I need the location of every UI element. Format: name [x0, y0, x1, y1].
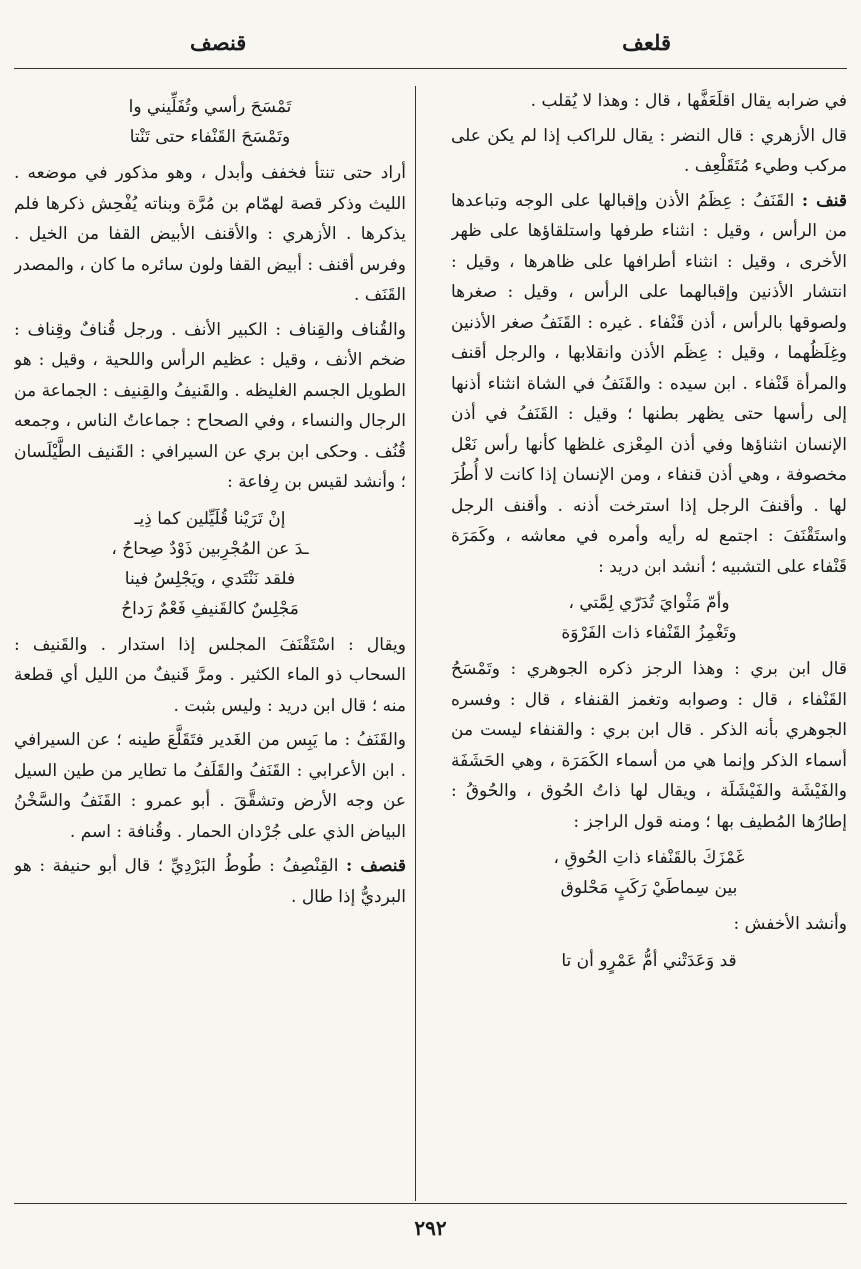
verse-line: ـدَ عن المُجْرِبين ذَوْدٌ صِحاحُ ،: [111, 538, 309, 559]
left-running-headword: قنصف: [190, 30, 247, 55]
entry-headword: قنصف :: [346, 856, 406, 876]
verse: [14, 92, 406, 152]
column-divider: [415, 86, 416, 1201]
verse: [451, 946, 847, 976]
verse-line: فلقد نَنْتَدي ، ويَجْلِسُ فينا: [124, 568, 296, 589]
paragraph: قال ابن بري : وهذا الرجز ذكره الجوهري : وتَمْسَحُ القَنْفاء ، قال : وصوابه وتغمز القنفاء ، قال : وفسره الجوهري بأنه الذكر . قال ابن بري : والقنفاء ليست من أسماء الذكر وإنما هي من أسماء الكَمَرَة ، وهي الحَشَفَة والفَيْشَة والفَيْشَلَة ، ويقال لها ذاتُ الحُوق ، والحُوقُ : إطارُها المُطيف بها ؛ ومنه قول الراجز :: [451, 659, 847, 832]
entry-qnf: [451, 186, 847, 583]
verse-line: مَجْلِسٌ كالقَنيفِ فَعْمٌ رَداحُ: [121, 598, 299, 619]
verse-line: إنْ تَرَيْنا قُلَيِّلين كما ذِيـ: [134, 508, 286, 529]
page-header: [0, 24, 861, 64]
paragraph: أراد حتى تنتأ فخفف وأبدل ، وهو مذكور في موضعه . الليث وذكر قصة لهمّام بن مُرَّة وبناته يُفْحِش ذكرها فلم يذكرها . الأزهري : والأقنف الأبيض القفا من الخيل . وفرس أقنف : أبيض القفا ولون سائره ما كان ، والمصدر القَنَف .: [14, 163, 406, 305]
verse-line: تَمْسَحَ رأسي وتُفَلِّيني وا: [128, 97, 292, 117]
page-number: ٢٩٢: [414, 1216, 447, 1240]
verse-line: قد وَعَدَتْني أمُّ عَمْرٍو أن تا: [561, 950, 737, 971]
verse-line: وتَمْسَحَ القَنْفاء حتى تَنْتا: [129, 127, 291, 147]
right-column: [451, 86, 847, 1196]
verse: [451, 588, 847, 648]
right-running-headword: قلعف: [622, 30, 671, 55]
paragraph: في ضرابه يقال اقلَعَفَّها ، قال : وهذا لا يُقلب .: [530, 91, 847, 111]
entry-text: القَنَفُ : عِظَمُ الأذن وإقبالها على الوجه وتباعدها من الرأس ، وقيل : انثناء طرفها واستلقاؤها على ظهر الأخرى ، وقيل : انثناء أطرافها على ظاهرها ، وقيل : انتشار الأذنين وإقبالهما على الرأس ، وقيل : صغرها ولصوقها بالرأس ، أذن قَنْفاء . غيره : القَنَفُ صغر الأذنين وغِلَظُهما ، وقيل : عِظَم الأذن وانقلابها ، والرجل أقنف والمرأة قَنْفاء . ابن سيده : والقَنَفُ في الشاة انثناء أذنها إلى رأسها حتى يظهر بطنها ؛ وقيل : القَنَفُ في أذن الإنسان انثناؤها وفي أذن المِعْزى غلظها كأنها رأس نَعْل مخصوفة ، وهي أذن قنفاء ، ومن الإنسان إذا كانت لا أُطُرَ لها . وأقنفَ الرجل إذا استرخت أذنه . وأقنف الرجل واستَقْنَفَ : اجتمع له رأيه وأمره في معاشه ، وكَمَرَة قَنْفاء على التشبيه ؛ أنشد ابن دريد :: [451, 190, 847, 577]
paragraph: ويقال : اسْتَقْنَفَ المجلس إذا استدار . والقَنيف : السحاب ذو الماء الكثير . ومرَّ قَنيفٌ من الليل أي قطعة منه ؛ قال ابن دريد : وليس بثبت .: [14, 634, 406, 716]
verse-line: وتَغْمِزُ القَنْفاء ذات الفَرْوَة: [561, 623, 737, 643]
entry-headword: قنف :: [801, 190, 847, 211]
header-rule: [14, 68, 847, 69]
paragraph: وأنشد الأخفش :: [733, 914, 847, 934]
paragraph: والقُناف والقِناف : الكبير الأنف . ورجل قُنافٌ وقِناف : ضخم الأنف ، وقيل : عظيم الرأس واللحية ، وقيل : هو الطويل الجسم الغليظه . والقَنيفُ والقِنيف : الجماعة من الرجال والنساء ، وفي الصحاح : جماعاتُ الناس ، وجمعه قُنُف . وحكى ابن بري عن السيرافي : القَنيف الطَّيْلَسان ؛ وأنشد لقيس بن رِفاعة :: [14, 319, 406, 492]
entry-text: القِنْصِفُ : طُوطُ البَرْدِيِّ ؛ قال أبو حنيفة : هو البرديُّ إذا طال .: [14, 856, 406, 907]
verse-line: غَمْزَكَ بالقَنْفاء ذاتِ الحُوقِ ،: [553, 848, 745, 868]
verse: [14, 504, 406, 624]
verse: [451, 843, 847, 903]
left-column: [14, 86, 406, 1196]
paragraph: والقَنَفُ : ما يَبِس من الغَدير فتَقَلَّعَ طينه ؛ عن السيرافي . ابن الأعرابي : القَنَفُ والقَلَفُ ما تطاير من طين السيل عن وجه الأرض وتشقَّقَ . أبو عمرو : القَنَفُ والسَّخْنُ البياض الذي على جُرْدان الحمار . وقُنافة : اسم .: [14, 730, 406, 842]
footer-rule: [14, 1203, 847, 1204]
verse-line: وأمّ مَثْوايَ تُدَرّي لِمَّتي ،: [568, 593, 730, 613]
paragraph: قال الأزهري : قال النضر : يقال للراكب إذا لم يكن على مركب وطيء مُتَقَلْعِف .: [451, 125, 847, 176]
verse-line: بين سِماطَيْ رَكَبٍ مَحْلوق: [560, 878, 738, 898]
entry-qnsf: [14, 851, 406, 912]
